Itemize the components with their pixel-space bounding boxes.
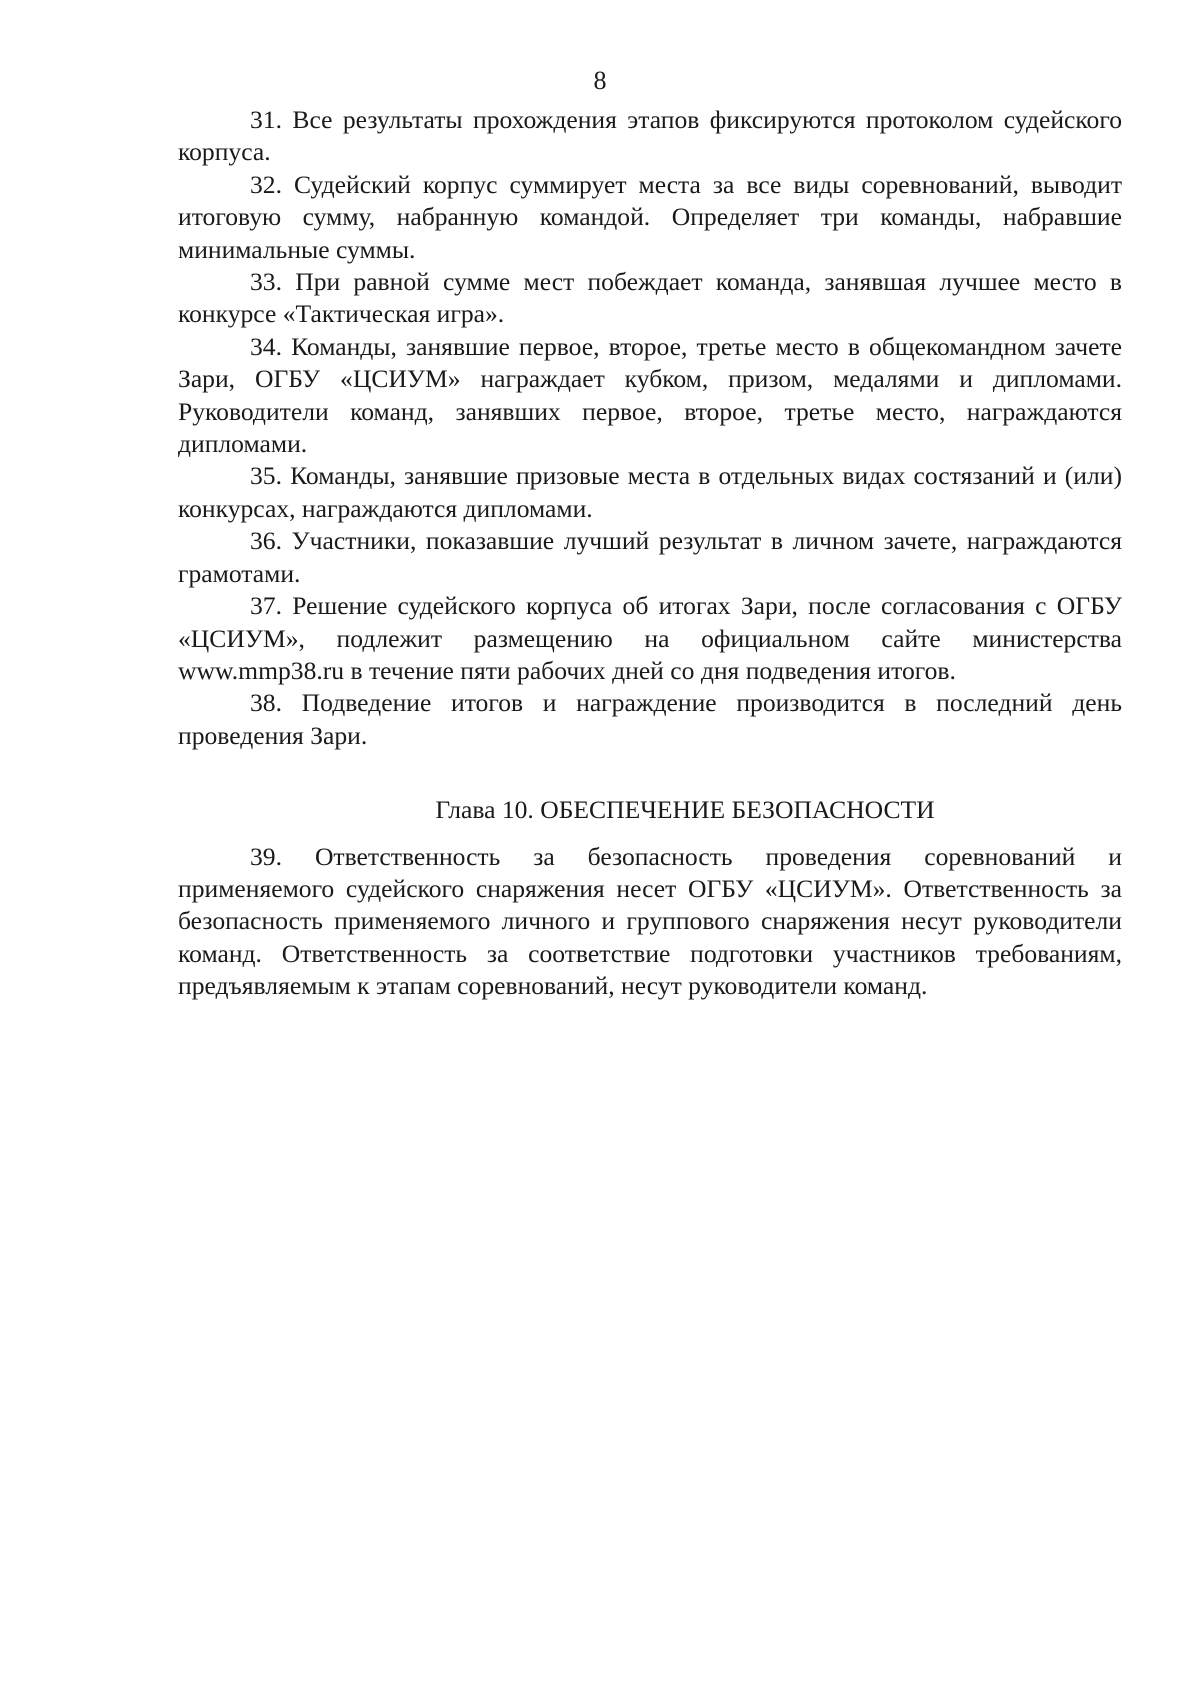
- paragraph-37: 37. Решение судейского корпуса об итогах Зари, после согласования с ОГБУ «ЦСИУМ», подлежит размещению на официальном сайте министерства www.mmp38.ru в течение пяти рабочих дней со дня подведения итогов.: [178, 591, 1122, 685]
- paragraph-32: 32. Судейский корпус суммирует места за все виды соревнований, выводит итоговую сумму, набранную командой. Определяет три команды, набравшие минимальные суммы.: [178, 169, 1122, 264]
- paragraph-33: 33. При равной сумме мест побеждает команда, занявшая лучшее место в конкурсе «Тактическая игра».: [178, 267, 1122, 329]
- page-number: 8: [593, 66, 607, 95]
- paragraph-39: 39. Ответственность за безопасность проведения соревнований и применяемого судейского снаряжения несет ОГБУ «ЦСИУМ». Ответственность за безопасность применяемого личного и группового снаряжения несут руководители команд. Ответственность за соответствие подготовки участников требованиям, предъявляемым к этапам соревнований, несут руководители команд.: [178, 841, 1122, 1001]
- document-body: [178, 104, 1122, 1003]
- paragraph-36: 36. Участники, показавшие лучший результат в личном зачете, награждаются грамотами.: [178, 526, 1122, 588]
- paragraph-31: 31. Все результаты прохождения этапов фиксируются протоколом судейского корпуса.: [178, 105, 1122, 167]
- paragraph-34: 34. Команды, занявшие первое, второе, третье место в общекомандном зачете Зари, ОГБУ «ЦСИУМ» награждает кубком, призом, медалями и дипломами. Руководители команд, занявших первое, второе, третье место, награждаются дипломами.: [178, 331, 1122, 459]
- paragraph-38: 38. Подведение итогов и награждение производится в последний день проведения Зари.: [178, 688, 1122, 750]
- paragraph-35: 35. Команды, занявшие призовые места в отдельных видах состязаний и (или) конкурсах, награждаются дипломами.: [178, 461, 1122, 523]
- chapter-title: Глава 10. ОБЕСПЕЧЕНИЕ БЕЗОПАСНОСТИ: [435, 795, 935, 825]
